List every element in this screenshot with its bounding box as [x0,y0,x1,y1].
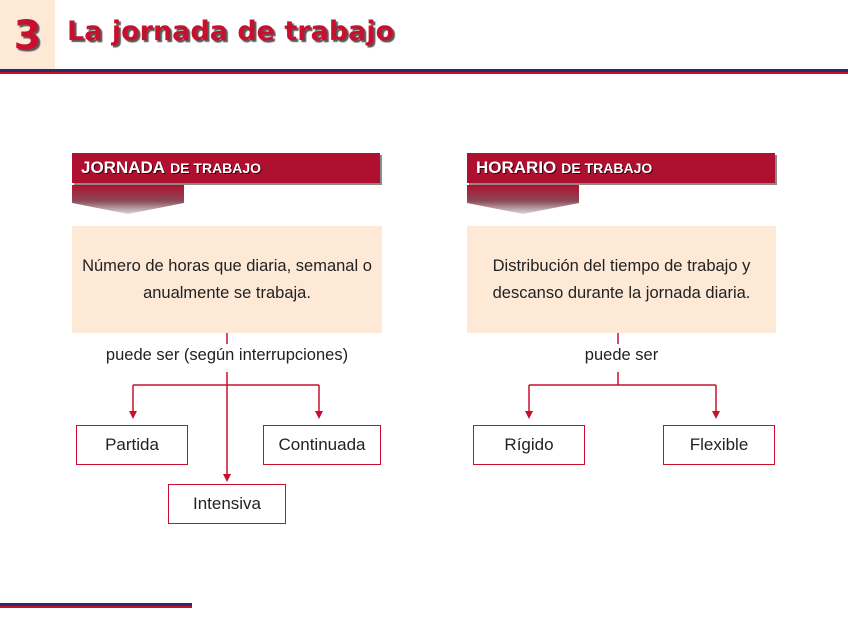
right-header-wedge [467,185,579,214]
option-flexible-label: Flexible [689,435,749,454]
arrow-partida [129,411,137,419]
arrow-continuada [315,411,323,419]
horario-definition-box [467,226,776,333]
arrow-flexible [712,411,720,419]
jornada-connector-label: puede ser (según interrupciones) [105,346,349,364]
arrow-intensiva [223,474,231,482]
jornada-header-small: DE TRABAJO [170,160,262,176]
option-continuada-label: Continuada [278,435,366,454]
horario-header-bar [467,153,775,183]
jornada-definition-box [72,226,382,333]
option-rigido-label: Rígido [504,435,554,454]
horario-header-small: DE TRABAJO [561,160,653,176]
arrow-rigido [525,411,533,419]
left-header-wedge [72,185,184,214]
page-title: La jornada de trabajo [67,16,395,47]
horario-header-big: HORARIO [476,158,557,177]
option-intensiva [168,484,286,524]
horario-connector-label: puede ser [584,346,659,364]
option-partida [76,425,188,465]
horario-definition-text: Distribución del tiempo de trabajo y descanso durante la jornada diaria. [492,256,751,302]
jornada-definition-text: Número de horas que diaria, semanal o anualmente se trabaja. [82,256,372,302]
option-rigido [473,425,585,465]
section-number: 3 [13,13,42,59]
jornada-header-bar [72,153,380,183]
option-partida-label: Partida [105,435,159,454]
option-flexible [663,425,775,465]
footer-rule-red [0,606,192,608]
option-continuada [263,425,381,465]
option-intensiva-label: Intensiva [192,494,262,513]
jornada-header-big: JORNADA [81,158,166,177]
